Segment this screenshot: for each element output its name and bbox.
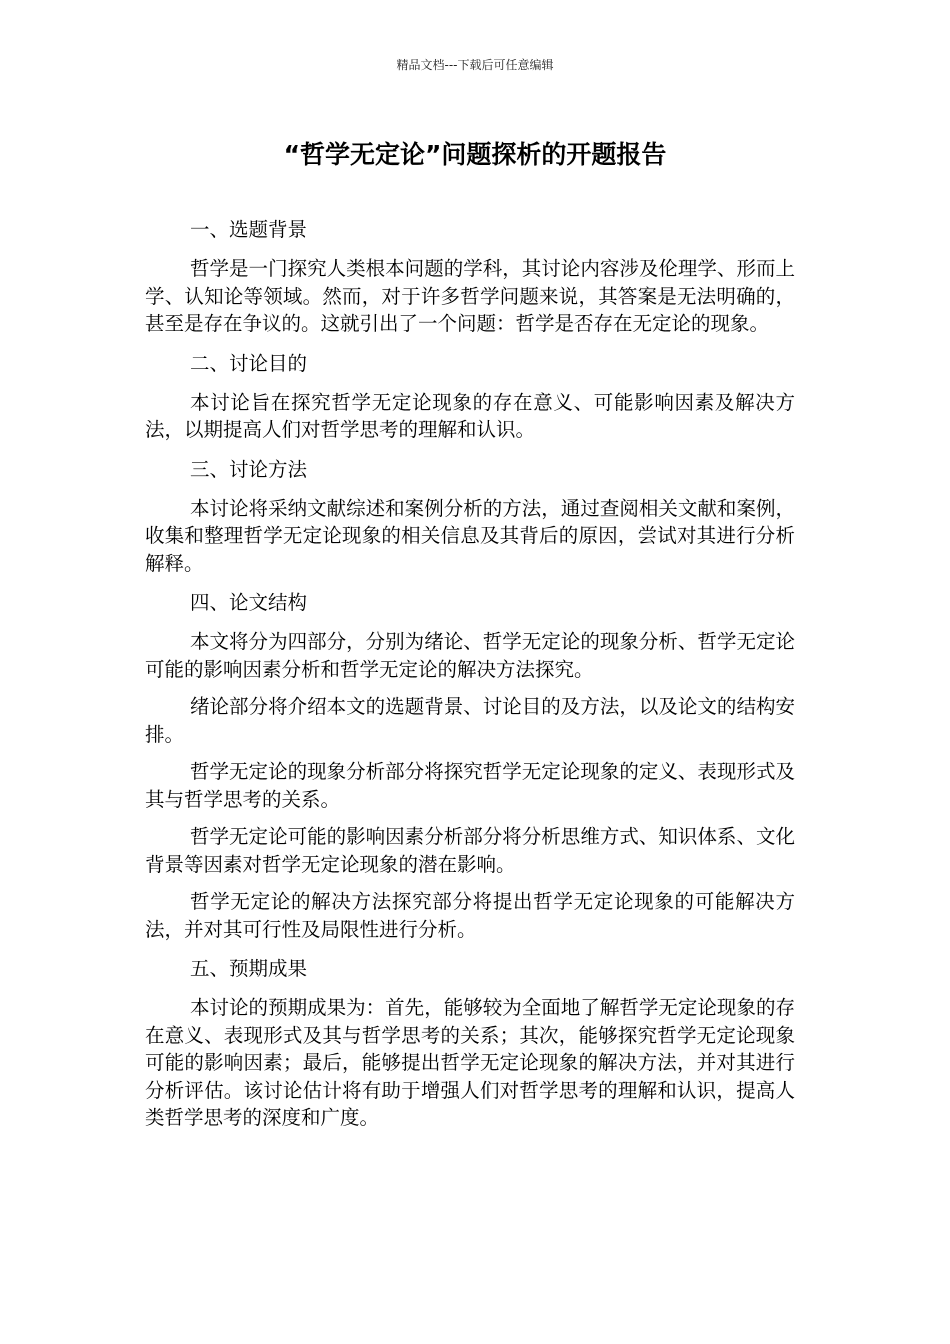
paragraph: 哲学无定论的现象分析部分将探究哲学无定论现象的定义、表现形式及其与哲学思考的关系。 (145, 760, 795, 811)
paragraph: 本讨论的预期成果为：首先，能够较为全面地了解哲学无定论现象的存在意义、表现形式及其与哲学思考的关系；其次，能够探究哲学无定论现象可能的影响因素；最后，能够提出哲学无定论现象的解决方法，并对其进行分析评估。该讨论估计将有助于增强人们对哲学思考的理解和认识，提高人类哲学思考的深度和广度。 (145, 996, 795, 1129)
header-note: 精品文档---下载后可任意编辑 (396, 58, 554, 72)
paragraph: 哲学是一门探究人类根本问题的学科，其讨论内容涉及伦理学、形而上学、认知论等领域。然而，对于许多哲学问题来说，其答案是无法明确的，甚至是存在争议的。这就引出了一个问题：哲学是否存在无定论的现象。 (145, 257, 795, 335)
paragraph: 本文将分为四部分，分别为绪论、哲学无定论的现象分析、哲学无定论可能的影响因素分析和哲学无定论的解决方法探究。 (145, 630, 795, 681)
paragraph: 哲学无定论可能的影响因素分析部分将分析思维方式、知识体系、文化背景等因素对哲学无定论现象的潜在影响。 (145, 825, 795, 876)
paragraph: 本讨论旨在探究哲学无定论现象的存在意义、可能影响因素及解决方法，以期提高人们对哲学思考的理解和认识。 (145, 390, 795, 441)
document-title: “哲学无定论”问题探析的开题报告 (283, 140, 667, 169)
paragraph: 绪论部分将介绍本文的选题背景、讨论目的及方法，以及论文的结构安排。 (145, 695, 795, 746)
section-heading-method: 三、讨论方法 (190, 457, 308, 481)
paragraph: 本讨论将采纳文献综述和案例分析的方法，通过查阅相关文献和案例，收集和整理哲学无定论现象的相关信息及其背后的原因，尝试对其进行分析解释。 (145, 496, 795, 575)
section-heading-purpose: 二、讨论目的 (190, 351, 308, 375)
section-heading-expected-results: 五、预期成果 (190, 957, 308, 980)
paragraph: 哲学无定论的解决方法探究部分将提出哲学无定论现象的可能解决方法，并对其可行性及局限性进行分析。 (145, 890, 795, 941)
section-heading-background: 一、选题背景 (190, 218, 308, 241)
document-body (145, 214, 795, 1142)
section-heading-structure: 四、论文结构 (190, 591, 308, 614)
